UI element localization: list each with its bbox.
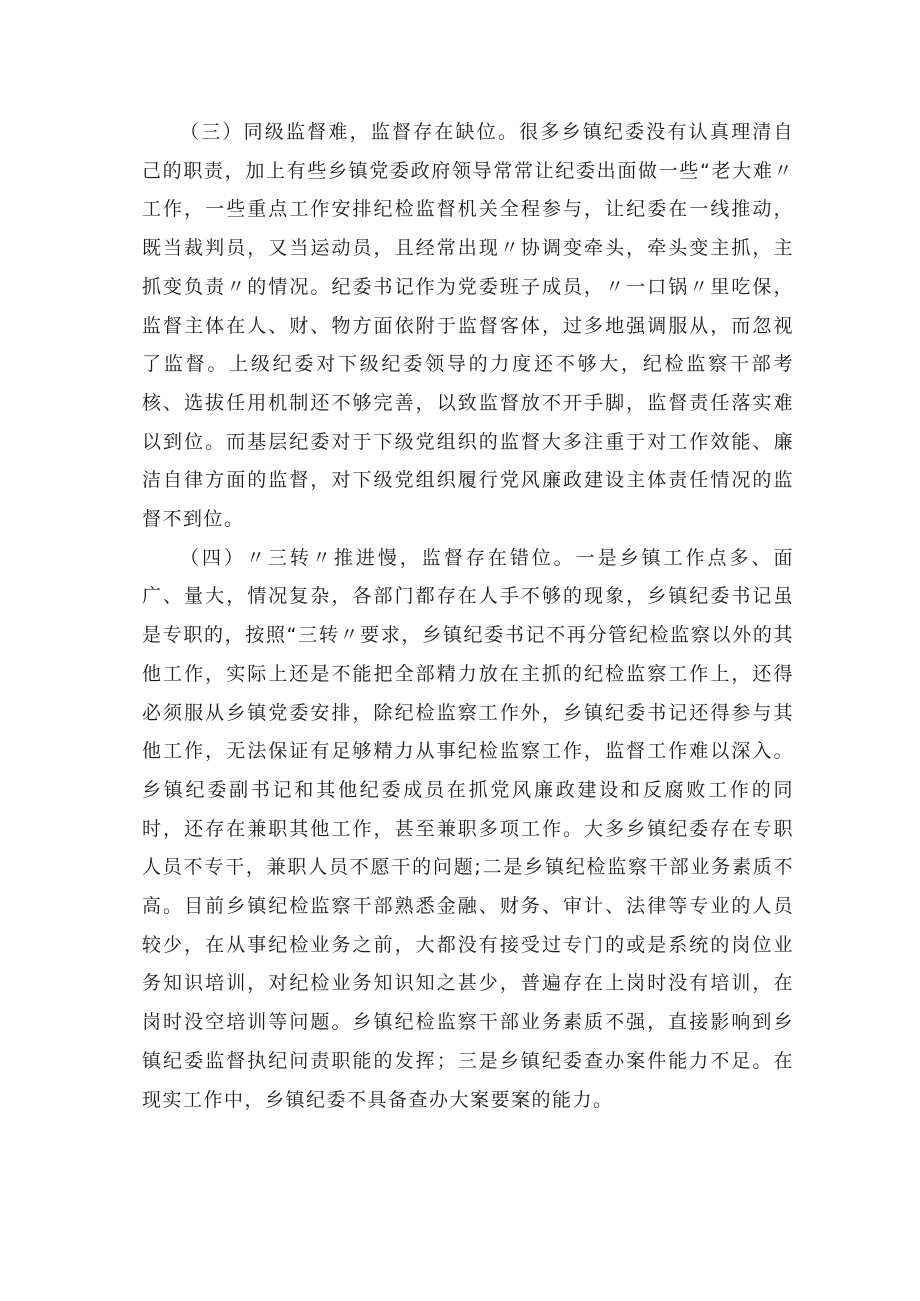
document-body [142, 113, 794, 1119]
paragraph-three-transformations: （四）〃三转〃推进慢，监督存在错位。一是乡镇工作点多、面广、量大，情况复杂，各部门都存在人手不够的现象，乡镇纪委书记虽是专职的，按照“三转〃要求，乡镇纪委书记不再分管纪检监察以外的其他工作，实际上还是不能把全部精力放在主抓的纪检监察工作上，还得必须服从乡镇党委安排，除纪检监察工作外，乡镇纪委书记还得参与其他工作，无法保证有足够精力从事纪检监察工作，监督工作难以深入。乡镇纪委副书记和其他纪委成员在抓党风廉政建设和反腐败工作的同时，还存在兼职其他工作，甚至兼职多项工作。大多乡镇纪委存在专职人员不专干，兼职人员不愿干的问题;二是乡镇纪检监察干部业务素质不高。目前乡镇纪检监察干部熟悉金融、财务、审计、法律等专业的人员较少，在从事纪检业务之前，大都没有接受过专门的或是系统的岗位业务知识培训，对纪检业务知识知之甚少，普遍存在上岗时没有培训，在岗时没空培训等问题。乡镇纪检监察干部业务素质不强，直接影响到乡镇纪委监督执纪问责职能的发挥；三是乡镇纪委查办案件能力不足。在现实工作中，乡镇纪委不具备查办大案要案的能力。 [142, 546, 794, 1111]
paragraph-supervision-absence: （三）同级监督难，监督存在缺位。很多乡镇纪委没有认真理清自己的职责，加上有些乡镇党委政府领导常常让纪委出面做一些“老大难〃工作，一些重点工作安排纪检监督机关全程参与，让纪委在一线推动，既当裁判员，又当运动员，且经常出现〃协调变牵头，牵头变主抓，主抓变负责〃的情况。纪委书记作为党委班子成员，〃一口锅〃里吃保，监督主体在人、财、物方面依附于监督客体，过多地强调服从，而忽视了监督。上级纪委对下级纪委领导的力度还不够大，纪检监察干部考核、选拔任用机制还不够完善，以致监督放不开手脚，监督责任落实难以到位。而基层纪委对于下级党组织的监督大多注重于对工作效能、廉洁自律方面的监督，对下级党组织履行党风廉政建设主体责任情况的监督不到位。 [142, 121, 794, 531]
